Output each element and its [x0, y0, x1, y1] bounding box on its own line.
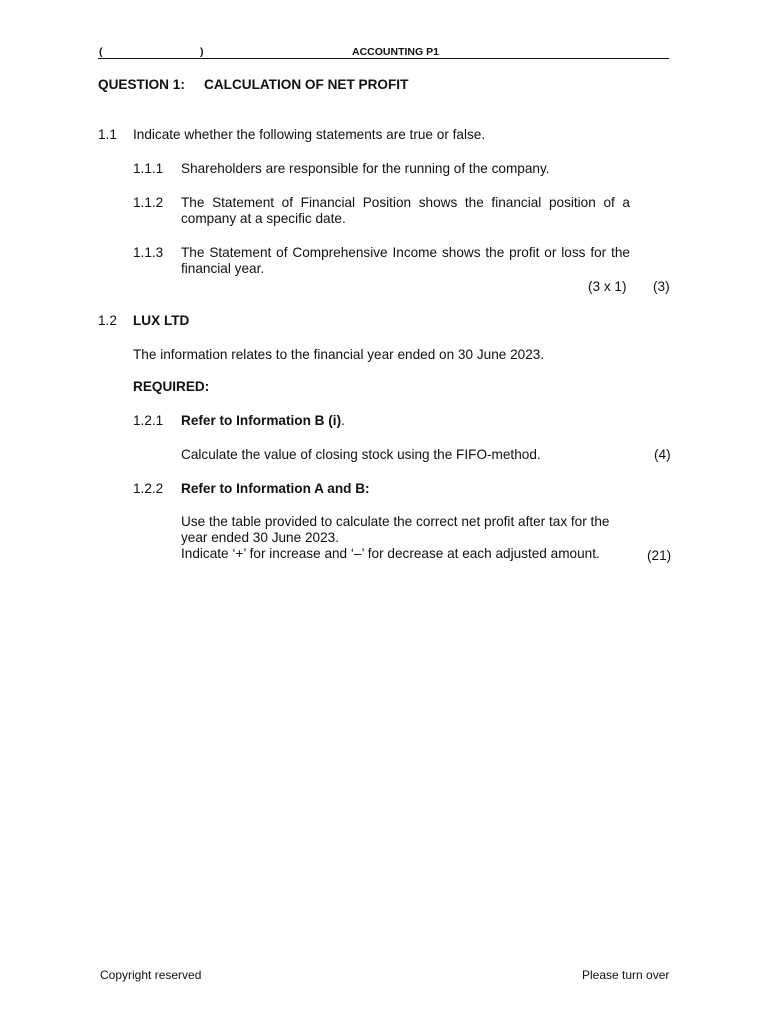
q1-2-1-ref-suffix: . [341, 413, 345, 428]
required-label: REQUIRED: [133, 379, 210, 394]
header-left-bracket-close: ) [200, 46, 204, 58]
q1-2-2-marks: (21) [647, 548, 672, 563]
q1-1-calc: (3 x 1) [588, 279, 627, 294]
footer-copyright: Copyright reserved [100, 968, 202, 982]
header-rule [98, 58, 669, 59]
q1-2-2-text-line2: Indicate ‘+’ for increase and ‘–’ for decrease at each adjusted amount. [181, 546, 600, 561]
q1-2-info: The information relates to the financial year ended on 30 June 2023. [133, 347, 545, 362]
q1-1-number: 1.1 [98, 127, 117, 142]
question-number: QUESTION 1: [98, 77, 185, 92]
header-left-bracket-open: ( [99, 46, 103, 58]
footer-turn-over: Please turn over [582, 968, 670, 982]
q1-1-3-text: The Statement of Comprehensive Income shows the profit or loss for the financial year. [181, 245, 630, 276]
q1-2-2-number: 1.2.2 [133, 481, 164, 496]
question-heading: CALCULATION OF NET PROFIT [204, 77, 409, 92]
q1-1-3-number: 1.1.3 [133, 245, 164, 260]
q1-1-1-text: Shareholders are responsible for the running of the company. [181, 161, 550, 176]
q1-2-number: 1.2 [98, 313, 117, 328]
q1-2-2-text-line1: Use the table provided to calculate the correct net profit after tax for the year ended 30 June 2023. [181, 514, 610, 545]
q1-2-1-text: Calculate the value of closing stock using the FIFO-method. [181, 447, 541, 462]
q1-1-instruction: Indicate whether the following statements are true or false. [133, 127, 486, 142]
q1-1-1-number: 1.1.1 [133, 161, 164, 176]
q1-2-2-reference: Refer to Information A and B: [181, 481, 370, 496]
q1-2-1-number: 1.2.1 [133, 413, 164, 428]
q1-1-marks: (3) [653, 279, 670, 294]
header-subject: ACCOUNTING P1 [352, 46, 439, 58]
q1-2-1-reference [181, 413, 345, 429]
q1-2-1-ref-text: Refer to Information B (i) [181, 413, 342, 428]
q1-1-2-text: The Statement of Financial Position shows the financial position of a company at a specific date. [181, 195, 630, 226]
q1-2-company: LUX LTD [133, 313, 190, 328]
q1-1-2-number: 1.1.2 [133, 195, 164, 210]
q1-2-1-marks: (4) [654, 447, 671, 462]
